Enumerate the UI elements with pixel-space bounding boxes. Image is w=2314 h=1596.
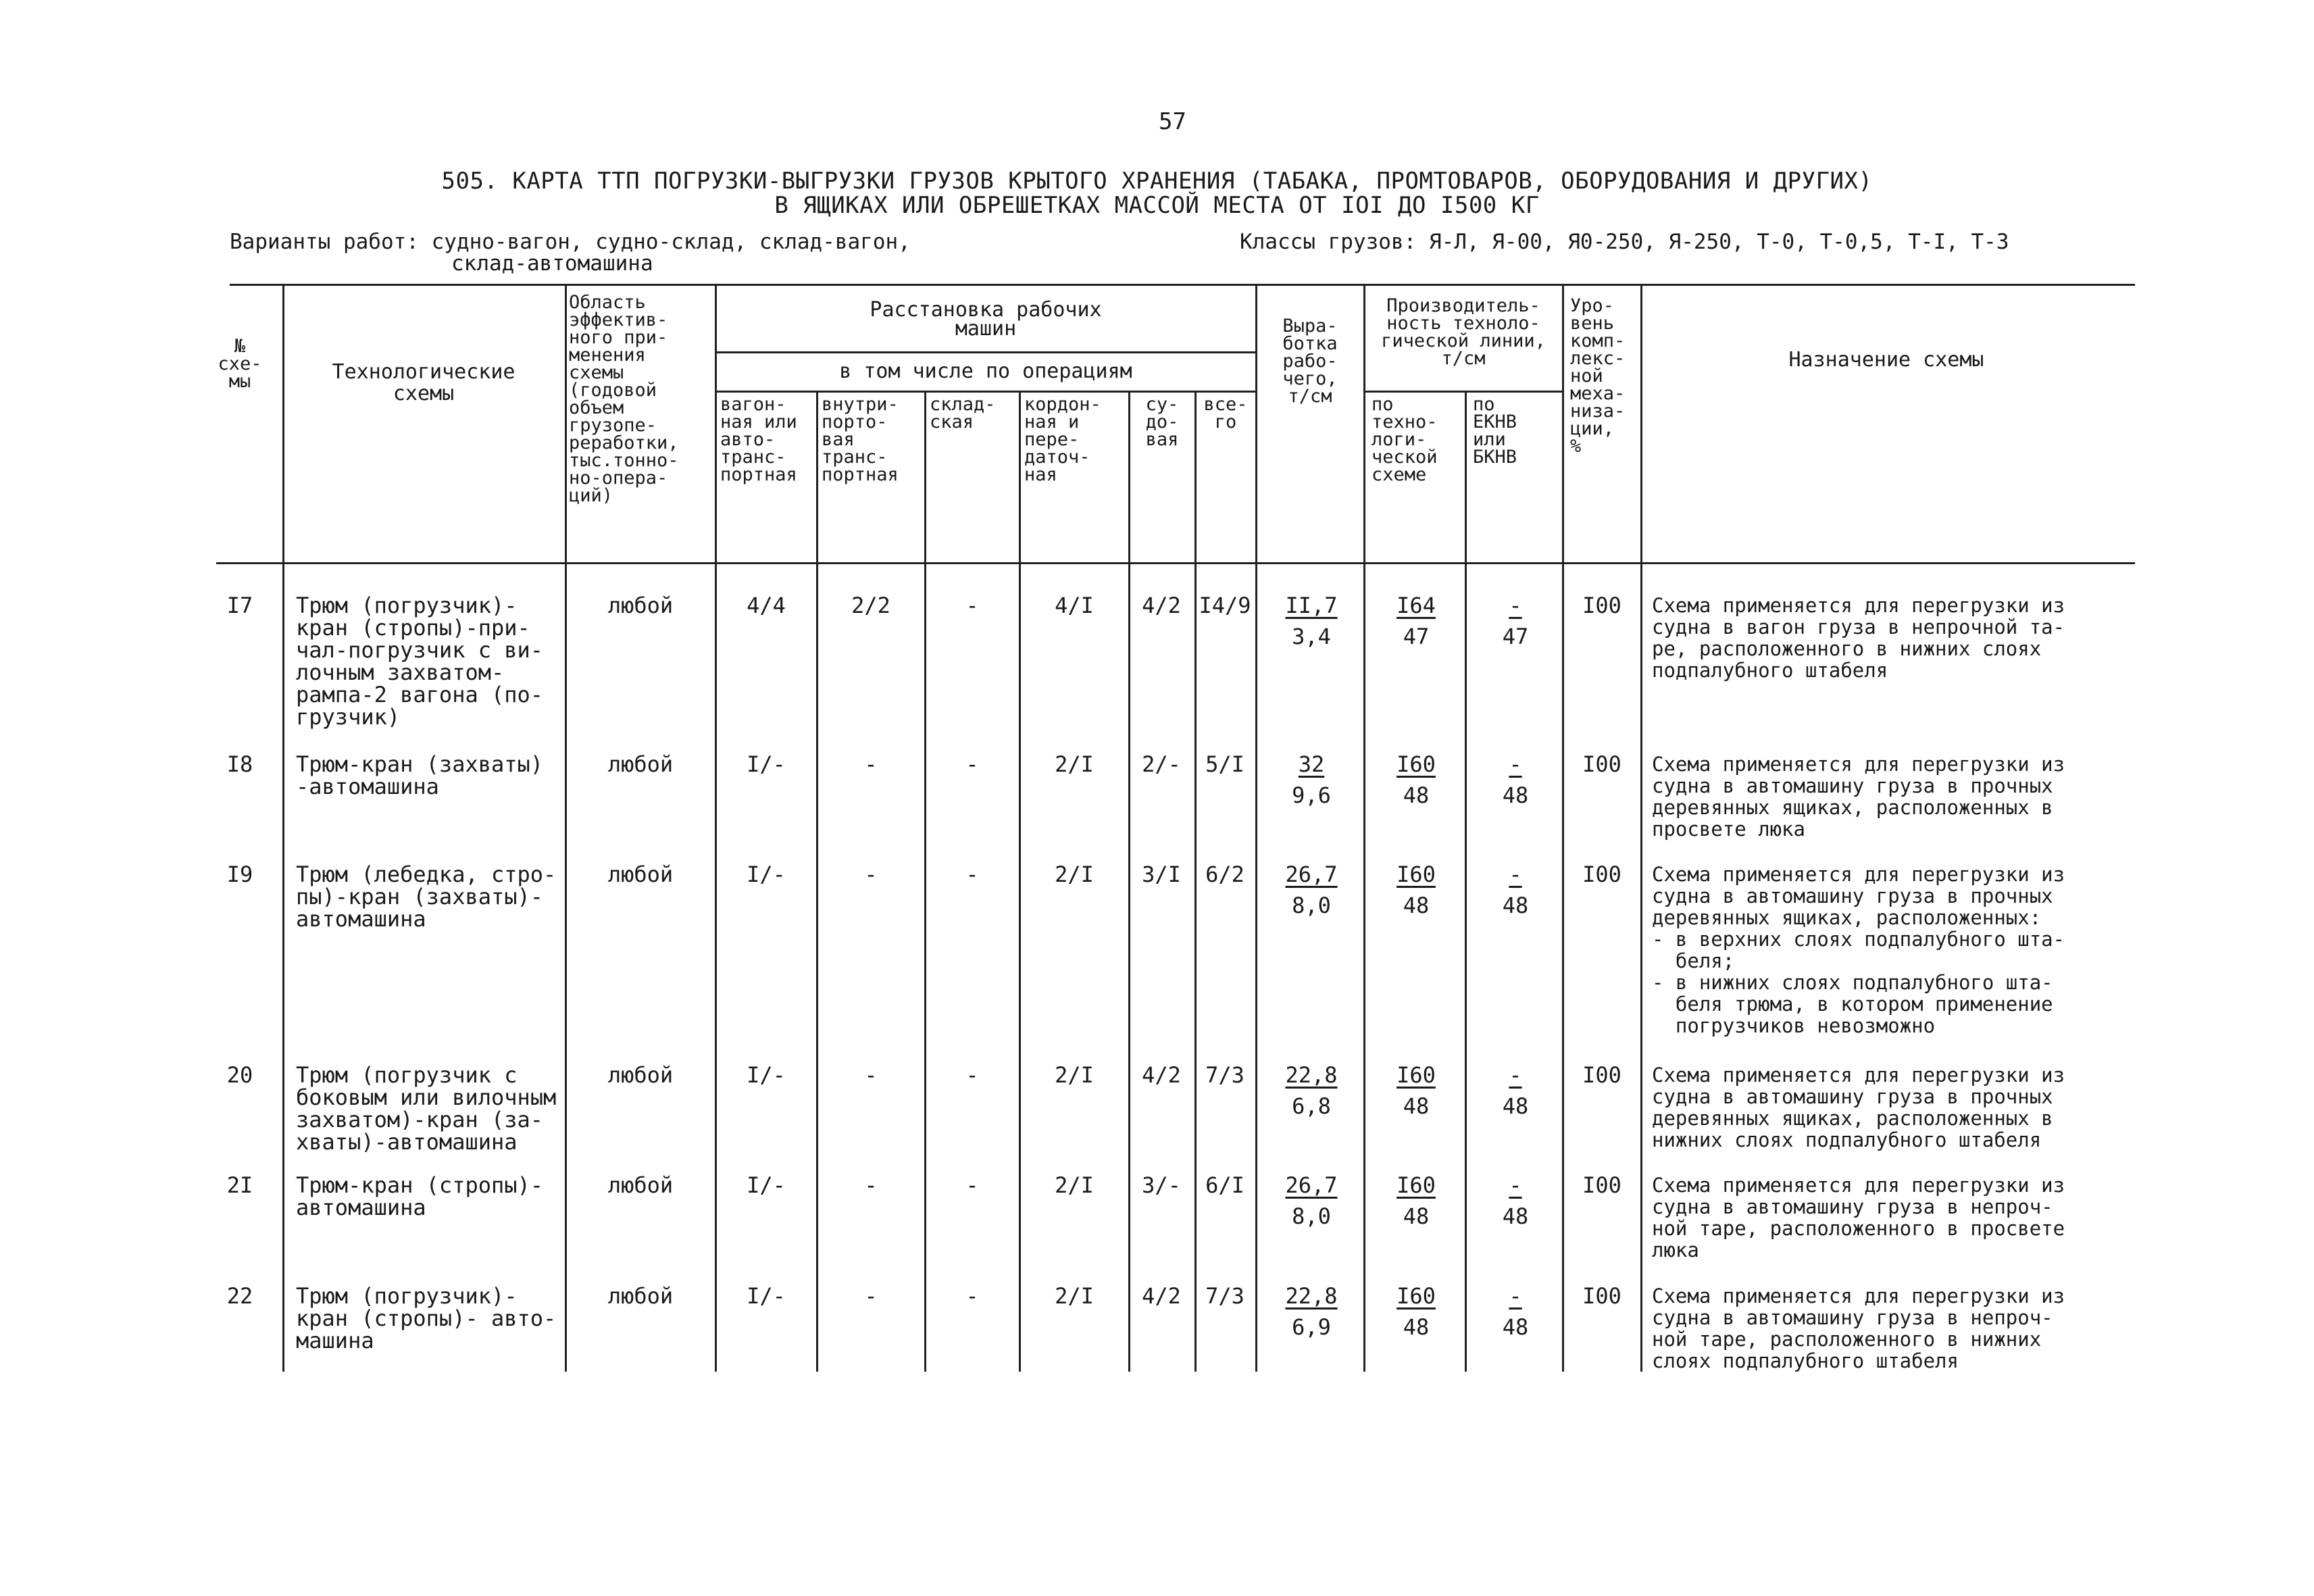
row-eknv-top: - — [1509, 1172, 1522, 1198]
row-eknv-bottom: 48 — [1502, 1314, 1529, 1340]
header-purpose: Назначение схемы — [1788, 348, 1984, 372]
header-schemes: Технологические схемы — [332, 360, 515, 405]
col-divider — [565, 284, 567, 1372]
row-kordon: 2/I — [1055, 1283, 1094, 1309]
page-number: 57 — [1159, 108, 1186, 135]
col-divider — [1255, 284, 1257, 1372]
row-eknv-top: - — [1509, 1062, 1522, 1088]
row-purpose: Схема применяется для перегрузки из судна в автомашину груза в непроч- ной таре, расположенного в нижних слоях подпалубного штабеля — [1652, 1285, 2065, 1372]
row-warehouse: - — [965, 751, 979, 777]
row-mech: I00 — [1582, 862, 1621, 887]
header-mech-level: Уро- вень комп- лекс- ной меха- низа- ции, % — [1570, 295, 1626, 457]
row-tech-top: I60 — [1397, 1172, 1436, 1198]
row-wagon: I/- — [747, 862, 786, 887]
row-inner: - — [864, 751, 878, 777]
row-output-top: 22,8 — [1285, 1283, 1338, 1309]
col-divider — [1640, 284, 1642, 1372]
row-scheme: Трюм (лебедка, стро- пы)-кран (захваты)- автомашина — [296, 862, 557, 932]
col-divider — [1363, 284, 1365, 1372]
row-area: любой — [607, 1172, 674, 1198]
row-eknv-bottom: 47 — [1502, 624, 1529, 649]
row-num: 2I — [226, 1172, 253, 1198]
row-output-bottom: 3,4 — [1292, 624, 1331, 649]
row-area: любой — [607, 751, 674, 777]
row-total: 6/I — [1205, 1172, 1244, 1198]
row-eknv-top: - — [1509, 593, 1522, 618]
row-ship: 2/- — [1142, 751, 1181, 777]
row-total: 7/3 — [1205, 1283, 1244, 1309]
row-total: 5/I — [1205, 751, 1244, 777]
row-tech-top: I60 — [1397, 751, 1436, 777]
row-wagon: 4/4 — [747, 593, 786, 618]
row-output-bottom: 8,0 — [1292, 1203, 1331, 1229]
row-inner: - — [864, 862, 878, 887]
row-eknv-bottom: 48 — [1502, 1093, 1529, 1119]
row-eknv-bottom: 48 — [1502, 782, 1529, 808]
work-variants: Варианты работ: судно-вагон, судно-склад, склад-вагон, — [230, 230, 911, 254]
row-kordon: 4/I — [1055, 593, 1094, 618]
row-tech-bottom: 48 — [1403, 782, 1430, 808]
row-tech-top: I60 — [1397, 862, 1436, 887]
document-title-line2: В ЯЩИКАХ ИЛИ ОБРЕШЕТКАХ МАССОЙ МЕСТА ОТ IOI ДО I500 КГ — [774, 192, 1540, 219]
row-output-bottom: 6,8 — [1292, 1093, 1331, 1119]
header-output: Выра- ботка рабо- чего, т/см — [1282, 316, 1338, 407]
row-wagon: I/- — [747, 751, 786, 777]
row-ship: 3/- — [1142, 1172, 1181, 1198]
header-op-ship: су- до- вая — [1145, 394, 1179, 450]
header-placement: Расстановка рабочих машин — [870, 298, 1102, 341]
row-warehouse: - — [965, 1062, 979, 1088]
row-tech-top: I60 — [1397, 1283, 1436, 1309]
cargo-classes: Классы грузов: Я-Л, Я-00, Я0-250, Я-250, Т-0, Т-0,5, Т-I, Т-3 — [1240, 230, 2009, 254]
header-prod-tech: по техно- логи- ческой схеме — [1372, 394, 1438, 485]
incl-ops-rule — [716, 391, 1257, 393]
row-purpose: Схема применяется для перегрузки из судна в вагон груза в непрочной та- ре, расположенного в нижних слоях подпалубного штабеля — [1652, 594, 2065, 682]
row-kordon: 2/I — [1055, 862, 1094, 887]
row-purpose: Схема применяется для перегрузки из судна в автомашину груза в прочных деревянных ящиках, расположенных: - в верхних слоях подпалубного шта- беля; - в нижних слоях подпалубного шта- беля трюма, в котором применение погрузчиков невозможно — [1652, 863, 2065, 1037]
row-num: I8 — [226, 751, 253, 777]
row-wagon: I/- — [747, 1283, 786, 1309]
row-total: 7/3 — [1205, 1062, 1244, 1088]
header-op-warehouse: склад- ская — [930, 394, 996, 432]
row-tech-top: I60 — [1397, 1062, 1436, 1088]
row-purpose: Схема применяется для перегрузки из судна в автомашину груза в прочных деревянных ящиках, расположенных в нижних слоях подпалубного штабеля — [1652, 1064, 2065, 1151]
row-inner: - — [864, 1172, 878, 1198]
row-num: 20 — [226, 1062, 253, 1088]
row-area: любой — [607, 1062, 674, 1088]
work-variants-continued: склад-автомашина — [451, 251, 653, 276]
col-divider — [715, 284, 717, 1372]
row-wagon: I/- — [747, 1172, 786, 1198]
row-num: I9 — [226, 862, 253, 887]
row-ship: 4/2 — [1142, 1283, 1181, 1309]
row-eknv-top: - — [1509, 862, 1522, 887]
header-incl-ops: в том числе по операциям — [839, 359, 1132, 383]
col-divider — [282, 284, 284, 1372]
row-inner: - — [864, 1283, 878, 1309]
row-kordon: 2/I — [1055, 1172, 1094, 1198]
row-output-bottom: 6,9 — [1292, 1314, 1331, 1340]
row-scheme: Трюм-кран (захваты) -автомашина — [296, 751, 544, 799]
header-bottom-rule — [216, 562, 2135, 564]
row-output-top: 32 — [1298, 751, 1325, 777]
header-productivity: Производитель- ность техноло- гической линии, т/см — [1381, 295, 1546, 369]
header-op-kordon: кордон- ная и пере- даточ- ная — [1024, 394, 1101, 485]
row-output-top: 22,8 — [1285, 1062, 1338, 1088]
row-eknv-top: - — [1509, 751, 1522, 777]
subheader-rule — [716, 351, 1257, 353]
header-area: Область эффектив- ного при- менения схемы (годовой объем грузопе- реработки, тыс.тонно- но-опера- ций) — [569, 292, 679, 506]
row-warehouse: - — [965, 862, 979, 887]
row-eknv-bottom: 48 — [1502, 1203, 1529, 1229]
row-inner: 2/2 — [851, 593, 890, 618]
row-wagon: I/- — [747, 1062, 786, 1088]
col-divider — [1562, 284, 1564, 1372]
table-top-rule — [230, 284, 2135, 286]
row-tech-bottom: 48 — [1403, 1093, 1430, 1119]
row-area: любой — [607, 862, 674, 887]
row-eknv-bottom: 48 — [1502, 893, 1529, 918]
row-mech: I00 — [1582, 593, 1621, 618]
row-eknv-top: - — [1509, 1283, 1522, 1309]
header-op-wagon: вагон- ная или авто- транс- портная — [720, 394, 797, 485]
row-output-bottom: 9,6 — [1292, 782, 1331, 808]
row-area: любой — [607, 593, 674, 618]
row-warehouse: - — [965, 593, 979, 618]
row-total: I4/9 — [1199, 593, 1251, 618]
row-scheme: Трюм-кран (стропы)- автомашина — [296, 1172, 544, 1220]
row-total: 6/2 — [1205, 862, 1244, 887]
row-tech-bottom: 47 — [1403, 624, 1430, 649]
row-tech-bottom: 48 — [1403, 893, 1430, 918]
row-kordon: 2/I — [1055, 1062, 1094, 1088]
row-inner: - — [864, 1062, 878, 1088]
row-scheme: Трюм (погрузчик с боковым или вилочным захватом)-кран (за- хваты)-автомашина — [296, 1062, 557, 1155]
row-warehouse: - — [965, 1283, 979, 1309]
header-op-total: все- го — [1203, 394, 1248, 432]
row-tech-bottom: 48 — [1403, 1203, 1430, 1229]
row-area: любой — [607, 1283, 674, 1309]
row-tech-bottom: 48 — [1403, 1314, 1430, 1340]
row-purpose: Схема применяется для перегрузки из судна в автомашину груза в непроч- ной таре, расположенного в просвете люка — [1652, 1174, 2065, 1262]
header-op-inner: внутри- порто- вая транс- портная — [822, 394, 899, 485]
col-divider — [1465, 391, 1467, 1372]
col-divider — [924, 391, 926, 1372]
row-purpose: Схема применяется для перегрузки из судна в автомашину груза в прочных деревянных ящиках, расположенных в просвете люка — [1652, 753, 2065, 841]
row-mech: I00 — [1582, 1172, 1621, 1198]
document-title-line1: 505. КАРТА ТТП ПОГРУЗКИ-ВЫГРУЗКИ ГРУЗОВ КРЫТОГО ХРАНЕНИЯ (ТАБАКА, ПРОМТОВАРОВ, ОБОРУДОВАНИЯ И ДРУГИХ) — [441, 168, 1873, 195]
row-kordon: 2/I — [1055, 751, 1094, 777]
row-output-top: 26,7 — [1285, 1172, 1338, 1198]
row-num: 22 — [226, 1283, 253, 1309]
header-prod-eknv: по ЕКНВ или БКНВ — [1473, 394, 1517, 468]
row-mech: I00 — [1582, 1283, 1621, 1309]
header-num: № схе- мы — [218, 336, 262, 392]
row-mech: I00 — [1582, 1062, 1621, 1088]
row-ship: 3/I — [1142, 862, 1181, 887]
row-num: I7 — [226, 593, 253, 618]
col-divider — [816, 391, 818, 1372]
row-ship: 4/2 — [1142, 1062, 1181, 1088]
productivity-rule — [1365, 391, 1562, 393]
row-output-bottom: 8,0 — [1292, 893, 1331, 918]
row-output-top: 26,7 — [1285, 862, 1338, 887]
row-mech: I00 — [1582, 751, 1621, 777]
row-scheme: Трюм (погрузчик)- кран (стропы)- авто- машина — [296, 1283, 557, 1353]
row-tech-top: I64 — [1397, 593, 1436, 618]
row-warehouse: - — [965, 1172, 979, 1198]
row-output-top: II,7 — [1285, 593, 1338, 618]
row-scheme: Трюм (погрузчик)- кран (стропы)-при- чал-погрузчик с ви- лочным захватом- рампа-2 вагона (по- грузчик) — [296, 593, 544, 730]
row-ship: 4/2 — [1142, 593, 1181, 618]
col-divider — [1019, 391, 1021, 1372]
